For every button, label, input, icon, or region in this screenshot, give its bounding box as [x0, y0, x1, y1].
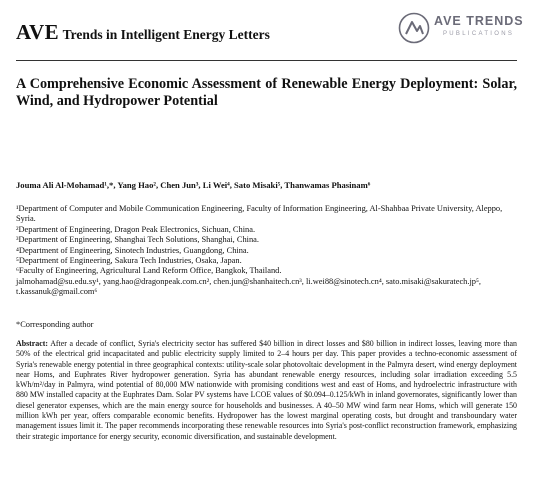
publisher-logo-brand: AVE TRENDS	[434, 14, 524, 28]
author-emails: jalmohamad@su.edu.sy¹, yang.hao@dragonpeak.com.cn², chen.jun@shanhaitech.cn³, li.wei88@sinotech.cn⁴, sato.misaki@sakuratech.jp⁵, t.kassanuk@gmail.com⁶	[16, 276, 481, 297]
affiliation-item: ⁴Department of Engineering, Sinotech Industries, Guangdong, China.	[16, 245, 249, 255]
abstract-label: Abstract:	[16, 339, 48, 348]
publisher-logo-icon	[398, 12, 430, 44]
journal-header	[16, 10, 524, 50]
journal-short-name: AVE	[16, 20, 60, 44]
journal-full-name: Trends in Intelligent Energy Letters	[62, 27, 270, 42]
paper-title: A Comprehensive Economic Assessment of Renewable Energy Deployment: Solar, Wind, and Hydropower Potential	[16, 76, 517, 109]
publisher-logo	[398, 10, 524, 46]
affiliation-item: ³Department of Engineering, Shanghai Tech Solutions, Shanghai, China.	[16, 235, 259, 245]
affiliation-item: ⁶Faculty of Engineering, Agricultural Land Reform Office, Bangkok, Thailand.	[16, 266, 282, 276]
abstract-text: After a decade of conflict, Syria's electricity sector has suffered $40 billion in direct losses and $80 billion in indirect losses, leaving more than 50% of the electrical grid incapacitated and public electricity supply limited to 2–4 hours per day. This paper provides a techno-economic assessment of Syria's renewable energy potential in three geographical contexts: utility-scale solar photovoltaic development in the Palmyra desert, wind energy deployment near Homs, and Euphrates River hydropower generation. Syria has abundant renewable energy resources, including solar irradiation exceeding 5.5 kWh/m²/day in Palmyra, wind potential of 80,000 MW nationwide with promising conditions west and east of Homs, and hydroelectric infrastructure with 880 MW installed capacity at the Euphrates Dam. Solar PV systems have LCOE values of $0.094–0.125/kWh in inland governorates, significantly lower than diesel generator expenses, which are the main energy source for households and businesses. A 40–50 MW wind farm near Homs, which will generate 150 million kWh per year, offers comparable economic benefits. Hydropower has the lowest marginal operating costs, but drought and transboundary water management issues limit it. The paper recommends incorporating these renewable resources into Syria's post-conflict reconstruction framework, emphasizing their strategic importance for energy security, economic diversification, and sustainable development.	[16, 339, 517, 441]
header-divider	[16, 60, 517, 61]
corresponding-author-note: *Corresponding author	[16, 320, 94, 329]
affiliation-item: ⁵Department of Engineering, Sakura Tech Industries, Osaka, Japan.	[16, 256, 242, 266]
author-list: Jouma Ali Al-Mohamad¹,*, Yang Hao², Chen Jun³, Li Wei⁴, Sato Misaki⁵, Thanwamas Phasinam⁶	[16, 180, 371, 190]
journal-name	[16, 20, 270, 45]
affiliation-item: ¹Department of Computer and Mobile Communication Engineering, Faculty of Information Engineering, Al-Shahbaa Private University, Aleppo, Syria.	[16, 204, 503, 224]
publisher-logo-subtitle: PUBLICATIONS	[443, 31, 515, 37]
affiliations	[16, 204, 517, 298]
affiliation-item: ²Department of Engineering, Dragon Peak Electronics, Sichuan, China.	[16, 224, 256, 234]
abstract	[16, 339, 517, 442]
